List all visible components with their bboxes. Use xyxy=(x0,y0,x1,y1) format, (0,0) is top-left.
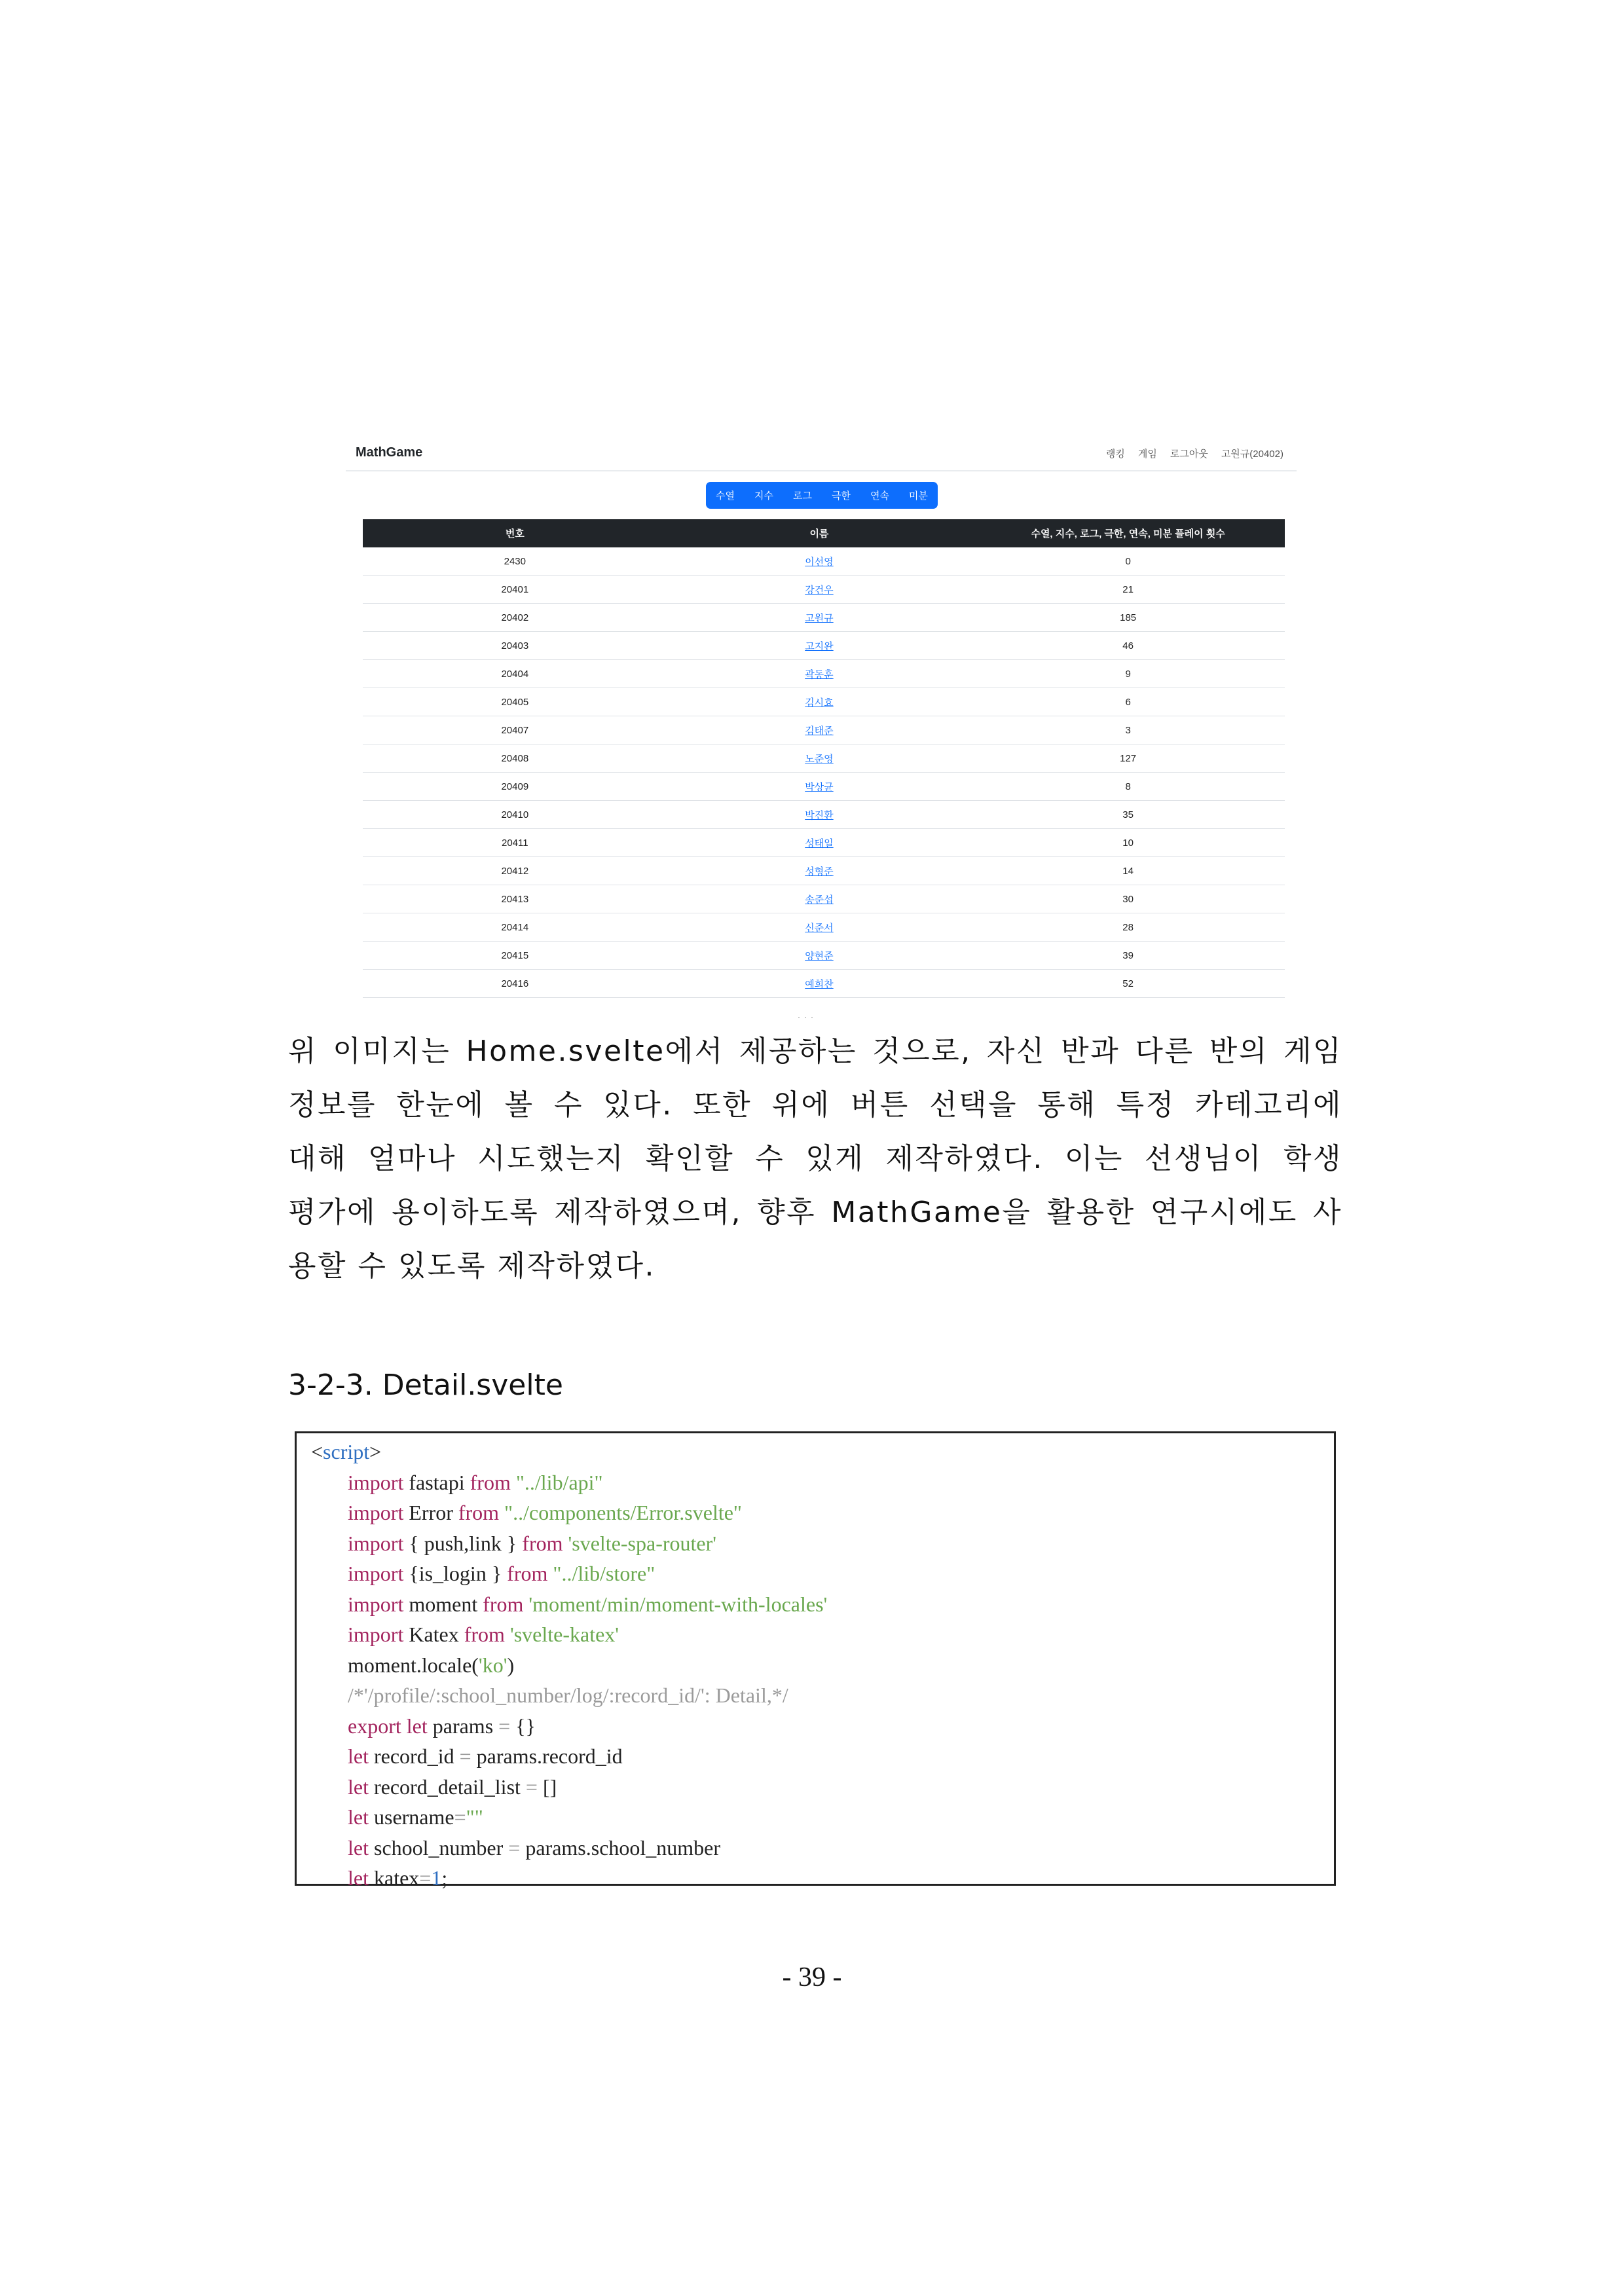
cell-play-count: 9 xyxy=(971,660,1285,688)
cell-name[interactable]: 예희찬 xyxy=(667,970,972,998)
code-line xyxy=(348,1469,603,1496)
tab-sequence[interactable]: 수열 xyxy=(716,490,735,502)
code-token: export xyxy=(348,1714,401,1738)
code-token xyxy=(401,1714,407,1738)
column-header-play-count: 수열, 지수, 로그, 극한, 연속, 미분 플레이 횟수 xyxy=(971,519,1285,547)
code-token: from xyxy=(507,1562,548,1585)
code-token: "../lib/api" xyxy=(510,1470,603,1494)
cell-number: 20410 xyxy=(363,801,667,829)
cell-name[interactable]: 성형준 xyxy=(667,857,972,885)
code-token: params xyxy=(427,1714,499,1738)
table-row xyxy=(363,660,1285,688)
code-token: = xyxy=(459,1744,471,1768)
code-line xyxy=(348,1804,483,1830)
table-row xyxy=(363,744,1285,773)
code-token: import xyxy=(348,1592,404,1616)
cell-play-count: 10 xyxy=(971,829,1285,857)
code-token: params.record_id xyxy=(471,1744,623,1768)
table-row xyxy=(363,857,1285,885)
code-token: import xyxy=(348,1562,404,1585)
table-body xyxy=(363,547,1285,998)
code-token: 'ko' xyxy=(478,1653,507,1677)
code-token: ; xyxy=(441,1866,448,1890)
code-token: 'svelte-katex' xyxy=(504,1623,619,1646)
code-token: from xyxy=(470,1470,511,1494)
code-token: = xyxy=(525,1774,538,1799)
table-row xyxy=(363,547,1285,576)
cell-play-count: 0 xyxy=(971,547,1285,576)
cell-name[interactable]: 노준영 xyxy=(667,744,972,773)
cell-number: 20403 xyxy=(363,632,667,660)
code-token: moment xyxy=(403,1592,483,1616)
cell-play-count: 8 xyxy=(971,773,1285,801)
code-token: params.school_number xyxy=(520,1835,721,1860)
cell-play-count: 21 xyxy=(971,576,1285,604)
code-token: = xyxy=(454,1805,466,1829)
cell-name[interactable]: 고원규 xyxy=(667,604,972,632)
code-token: import xyxy=(348,1531,404,1555)
code-token: = xyxy=(508,1835,521,1860)
code-line xyxy=(348,1865,447,1891)
code-token: {} xyxy=(510,1714,536,1738)
cell-name[interactable]: 김시효 xyxy=(667,688,972,716)
code-token: [] xyxy=(537,1774,557,1799)
cell-name[interactable]: 성태일 xyxy=(667,829,972,857)
cell-number: 20401 xyxy=(363,576,667,604)
cell-number: 2430 xyxy=(363,547,667,576)
cell-play-count: 14 xyxy=(971,857,1285,885)
table-row xyxy=(363,632,1285,660)
code-token: {is_login } xyxy=(403,1562,507,1585)
body-paragraph xyxy=(288,1025,1342,1293)
code-token: from xyxy=(483,1592,524,1616)
tab-exponent[interactable]: 지수 xyxy=(754,490,773,502)
nav-user[interactable]: 고원규(20402) xyxy=(1221,449,1283,460)
code-token: let xyxy=(348,1805,369,1829)
cell-play-count: 35 xyxy=(971,801,1285,829)
code-token: 'moment/min/moment-with-locales' xyxy=(523,1592,828,1616)
cell-name[interactable]: 박상균 xyxy=(667,773,972,801)
code-token: /*'/profile/:school_number/log/:record_id/': Detail,*/ xyxy=(348,1683,788,1707)
code-line xyxy=(348,1499,742,1526)
code-token: record_id xyxy=(368,1744,460,1768)
cell-play-count: 127 xyxy=(971,744,1285,773)
nav-game[interactable]: 게임 xyxy=(1137,449,1157,460)
code-token: moment.locale( xyxy=(348,1653,479,1677)
tab-derivative[interactable]: 미분 xyxy=(908,490,928,502)
column-header-name: 이름 xyxy=(667,519,972,547)
code-token: < xyxy=(311,1440,323,1463)
code-line xyxy=(348,1591,827,1617)
cell-play-count: 39 xyxy=(971,942,1285,970)
code-line xyxy=(348,1682,788,1708)
code-token: 1 xyxy=(431,1866,442,1890)
code-token: import xyxy=(348,1470,404,1494)
tab-log[interactable]: 로그 xyxy=(792,490,812,502)
code-line xyxy=(348,1560,655,1587)
cell-name[interactable]: 이선영 xyxy=(667,547,972,576)
table-row xyxy=(363,773,1285,801)
cell-number: 20413 xyxy=(363,885,667,913)
code-token: from xyxy=(464,1623,505,1646)
code-token: from xyxy=(458,1501,500,1524)
code-line xyxy=(348,1621,619,1647)
page-number: - 39 - xyxy=(782,1962,842,1992)
tab-continuity[interactable]: 연속 xyxy=(870,490,889,502)
code-token: import xyxy=(348,1623,404,1646)
code-token: school_number xyxy=(368,1835,509,1860)
cell-play-count: 185 xyxy=(971,604,1285,632)
cell-number: 20409 xyxy=(363,773,667,801)
code-token: let xyxy=(348,1774,369,1799)
code-token: "../components/Error.svelte" xyxy=(499,1501,742,1524)
nav-logout[interactable]: 로그아웃 xyxy=(1170,449,1208,460)
table-row xyxy=(363,942,1285,970)
table-row xyxy=(363,604,1285,632)
code-token: = xyxy=(419,1866,432,1890)
cell-play-count: 3 xyxy=(971,716,1285,744)
cell-number: 20404 xyxy=(363,660,667,688)
code-token: let xyxy=(348,1866,369,1890)
cell-number: 20415 xyxy=(363,942,667,970)
ranking-table xyxy=(363,519,1285,998)
code-block xyxy=(295,1431,1336,1890)
code-token: > xyxy=(369,1440,382,1463)
embedded-screenshot xyxy=(346,424,1297,1020)
brand-logo[interactable]: MathGame xyxy=(356,445,423,460)
cell-name[interactable]: 박진환 xyxy=(667,801,972,829)
cell-play-count: 6 xyxy=(971,688,1285,716)
code-token: { push,link } xyxy=(403,1531,523,1555)
paragraph-line: 위 이미지는 Home.svelte에서 제공하는 것으로, 자신 반과 다른 반의 게임 xyxy=(288,1035,1342,1068)
code-token: fastapi xyxy=(403,1470,470,1494)
cell-play-count: 28 xyxy=(971,913,1285,942)
nav-ranking[interactable]: 랭킹 xyxy=(1105,449,1125,460)
code-token: script xyxy=(323,1440,370,1463)
code-token: "../lib/store" xyxy=(547,1562,655,1585)
cell-number: 20412 xyxy=(363,857,667,885)
cut-off-row-fragment: ··· xyxy=(798,1012,817,1020)
code-token: record_detail_list xyxy=(368,1774,526,1799)
code-token: "" xyxy=(466,1805,483,1829)
code-token: let xyxy=(406,1714,428,1738)
cell-name[interactable]: 곽동훈 xyxy=(667,660,972,688)
cell-number: 20402 xyxy=(363,604,667,632)
cell-number: 20411 xyxy=(363,829,667,857)
cell-play-count: 30 xyxy=(971,885,1285,913)
code-token: from xyxy=(522,1531,563,1555)
tab-limit[interactable]: 극한 xyxy=(831,490,851,502)
code-token: = xyxy=(498,1714,511,1738)
cell-number: 20407 xyxy=(363,716,667,744)
code-token: let xyxy=(348,1744,369,1768)
code-token: import xyxy=(348,1501,404,1524)
code-token: ) xyxy=(507,1653,515,1677)
navbar xyxy=(346,424,1297,471)
code-line xyxy=(311,1439,381,1465)
cell-number: 20414 xyxy=(363,913,667,942)
nav-links xyxy=(1106,447,1283,460)
code-line xyxy=(348,1774,557,1800)
cell-name[interactable]: 송준섭 xyxy=(667,885,972,913)
table-header-row xyxy=(363,519,1285,547)
table-row xyxy=(363,913,1285,942)
paragraph-line: 평가에 용이하도록 제작하였으며, 향후 MathGame을 활용한 연구시에도 사 xyxy=(288,1196,1342,1229)
table-row xyxy=(363,688,1285,716)
category-button-group xyxy=(706,482,938,509)
cell-play-count: 52 xyxy=(971,970,1285,998)
code-token: username xyxy=(368,1805,454,1829)
paragraph-line: 대해 얼마나 시도했는지 확인할 수 있게 제작하였다. 이는 선생님이 학생 xyxy=(288,1142,1342,1175)
cell-number: 20408 xyxy=(363,744,667,773)
table-row xyxy=(363,576,1285,604)
code-line xyxy=(348,1835,720,1861)
code-token: Error xyxy=(403,1501,458,1524)
cell-name[interactable]: 고지완 xyxy=(667,632,972,660)
table-row xyxy=(363,829,1285,857)
code-token: Katex xyxy=(403,1623,464,1646)
section-heading: 3-2-3. Detail.svelte xyxy=(288,1368,563,1402)
cell-name[interactable]: 신준서 xyxy=(667,913,972,942)
paragraph-line: 용할 수 있도록 제작하였다. xyxy=(288,1249,655,1283)
cell-name[interactable]: 김태준 xyxy=(667,716,972,744)
code-token: let xyxy=(348,1835,369,1860)
cell-number: 20405 xyxy=(363,688,667,716)
paragraph-line: 정보를 한눈에 볼 수 있다. 또한 위에 버튼 선택을 통해 특정 카테고리에 xyxy=(288,1088,1342,1122)
code-token: 'svelte-spa-router' xyxy=(563,1531,717,1555)
cell-play-count: 46 xyxy=(971,632,1285,660)
cell-name[interactable]: 강건우 xyxy=(667,576,972,604)
code-line xyxy=(348,1743,623,1769)
table-row xyxy=(363,801,1285,829)
column-header-number: 번호 xyxy=(363,519,667,547)
table-row xyxy=(363,970,1285,998)
cell-name[interactable]: 양현준 xyxy=(667,942,972,970)
code-line xyxy=(348,1652,514,1678)
code-line xyxy=(348,1713,536,1739)
table-row xyxy=(363,716,1285,744)
code-line xyxy=(348,1530,716,1556)
cell-number: 20416 xyxy=(363,970,667,998)
table-row xyxy=(363,885,1285,913)
code-token: katex xyxy=(368,1866,420,1890)
